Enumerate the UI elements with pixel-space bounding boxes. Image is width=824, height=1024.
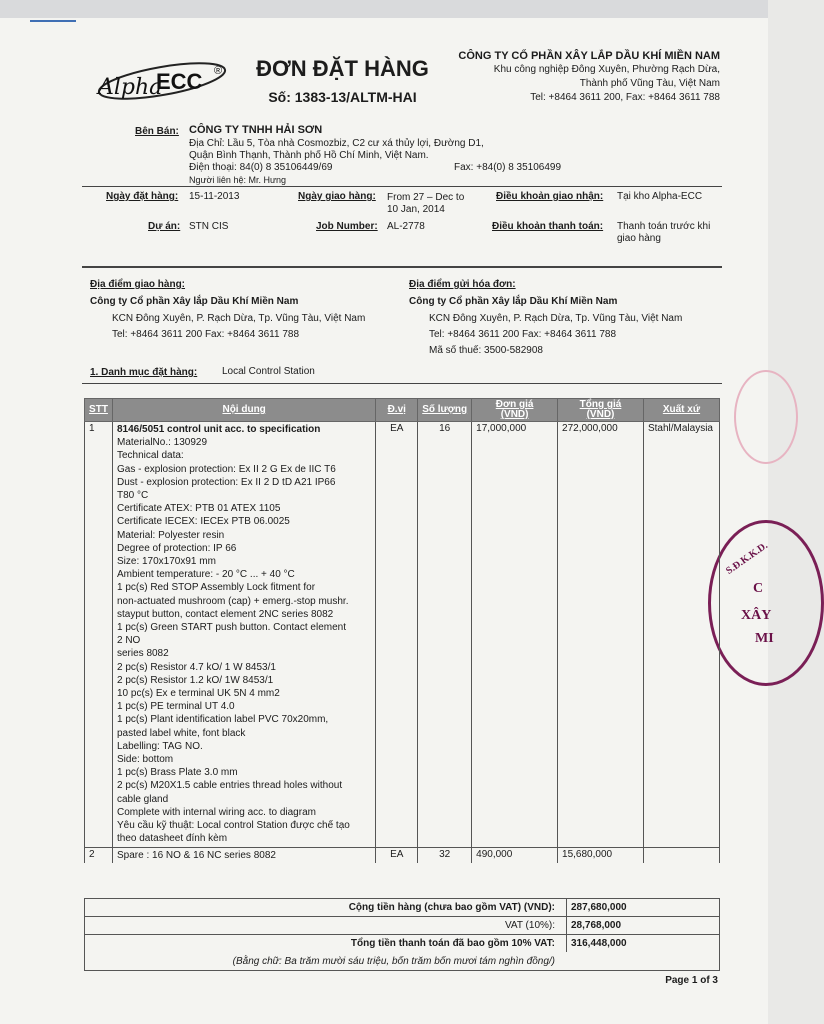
content-line: 1 pc(s) PE terminal UT 4.0 [116, 701, 235, 713]
content-line: theo datasheet đính kèm [116, 833, 228, 845]
content-line: 1 pc(s) Green START push button. Contact element [116, 622, 346, 634]
pen-mark [30, 20, 76, 22]
delivery-terms: Tại kho Alpha-ECC [617, 191, 703, 202]
table-border [566, 898, 567, 952]
cell-content [112, 422, 375, 848]
content-line: 1 pc(s) Red STOP Assembly Lock fitment for [116, 582, 316, 594]
col-header-stt: STT [85, 399, 113, 422]
content-line: MaterialNo.: 130929 [116, 437, 208, 449]
content-line: non-actuated mushroom (cap) + emerg.-stop mushr. [116, 595, 349, 607]
table-row [85, 847, 720, 863]
order-date: 15-11-2013 [189, 191, 240, 202]
content-line: Labelling: TAG NO. [116, 740, 203, 752]
content-line: 10 pc(s) Ex e terminal UK 5N 4 mm2 [116, 688, 280, 700]
payment-terms: Thanh toán trước khi [617, 221, 711, 232]
cell-unit: EA [376, 847, 418, 863]
grand-total-label: Tổng tiền thanh toán đã bao gồm 10% VAT: [350, 938, 555, 949]
invoice-phone: Tel: +8464 3611 200 Fax: +8464 3611 788 [429, 329, 617, 340]
cell-unit: EA [376, 422, 418, 848]
divider [82, 186, 722, 187]
order-items-table [84, 398, 720, 863]
divider [84, 934, 720, 935]
svg-text:®: ® [214, 65, 223, 77]
order-date-label: Ngày đặt hàng: [106, 191, 179, 202]
section-label: 1. Danh mục đặt hàng: [90, 367, 198, 378]
subtotal-value: 287,680,000 [571, 902, 627, 913]
seller-label: Bên Bán: [135, 126, 179, 137]
delivery-address: KCN Đông Xuyên, P. Rạch Dừa, Tp. Vũng Tàu, Việt Nam [112, 313, 366, 324]
scan-edge [0, 0, 768, 18]
company-phone: Tel: +8464 3611 200, Fax: +8464 3611 788 [530, 92, 720, 103]
job-number-label: Job Number: [316, 221, 378, 232]
cell-price: 17,000,000 [472, 422, 558, 848]
seal-text: C [753, 581, 764, 596]
project: STN CIS [189, 221, 229, 232]
content-line: Ambient temperature: - 20 °C ... + 40 °C [116, 569, 295, 581]
content-line: Degree of protection: IP 66 [116, 542, 237, 554]
red-stamp-edge [734, 370, 798, 464]
invoice-company: Công ty Cổ phần Xây lắp Dầu Khí Miền Nam [409, 296, 618, 307]
cell-qty: 16 [418, 422, 472, 848]
content-line: 2 pc(s) Resistor 4.7 kO/ 1 W 8453/1 [116, 661, 276, 673]
content-line: Material: Polyester resin [116, 529, 225, 541]
company-name: CÔNG TY CỔ PHẦN XÂY LẮP DẦU KHÍ MIỀN NAM [458, 50, 720, 62]
content-line: series 8082 [116, 648, 169, 660]
cell-stt: 1 [85, 422, 113, 848]
invoice-address: KCN Đông Xuyên, P. Rạch Dừa, Tp. Vũng Tàu, Việt Nam [429, 313, 683, 324]
cell-origin: Stahl/Malaysia [643, 422, 719, 848]
col-header-content: Nội dung [112, 399, 375, 422]
cell-stt: 2 [85, 847, 113, 863]
table-border [719, 898, 720, 971]
content-line: T80 °C [116, 490, 149, 502]
content-line: 1 pc(s) Brass Plate 3.0 mm [116, 767, 238, 779]
content-line: 2 NO [116, 635, 141, 647]
content-line: Technical data: [116, 450, 184, 462]
content-line: Dust - explosion protection: Ex II 2 D tD A21 IP66 [116, 476, 336, 488]
content-line: Size: 170x170x91 mm [116, 556, 216, 568]
seller-fax: Fax: +84(0) 8 35106499 [454, 162, 562, 173]
project-label: Dự án: [148, 221, 181, 232]
seller-phone: Điện thoại: 84(0) 8 35106449/69 [189, 162, 333, 173]
content-line: Spare : 16 NO & 16 NC series 8082 [116, 849, 276, 861]
cell-total: 272,000,000 [558, 422, 644, 848]
invoice-tax-code: Mã số thuế: 3500-582908 [429, 345, 543, 356]
seller-name: CÔNG TY TNHH HẢI SƠN [189, 124, 323, 136]
vat-label: VAT (10%): [504, 920, 555, 931]
payment-terms-label: Điều khoản thanh toán: [492, 221, 604, 232]
job-number: AL-2778 [387, 221, 425, 232]
cell-price: 490,000 [472, 847, 558, 863]
table-header-row [85, 399, 720, 422]
divider [84, 916, 720, 917]
content-line: Complete with internal wiring acc. to diagram [116, 806, 316, 818]
table-row [85, 422, 720, 848]
cell-total: 15,680,000 [558, 847, 644, 863]
col-header-origin: Xuất xứ [643, 399, 719, 422]
company-seal [708, 520, 824, 686]
seal-text: MI [755, 631, 774, 646]
document-title: ĐƠN ĐẶT HÀNG [256, 56, 429, 81]
delivery-phone: Tel: +8464 3611 200 Fax: +8464 3611 788 [112, 329, 300, 340]
payment-terms: giao hàng [617, 233, 661, 244]
delivery-company: Công ty Cổ phần Xây lắp Dầu Khí Miền Nam [90, 296, 299, 307]
order-number: Số: 1383-13/ALTM-HAI [268, 89, 417, 105]
table-border [84, 898, 85, 971]
seller-address: Địa Chỉ: Lầu 5, Tòa nhà Cosmozbiz, C2 cư xá thủy lợi, Đường D1, [189, 138, 484, 149]
delivery-date: 10 Jan, 2014 [387, 204, 445, 215]
seller-address: Quận Bình Thạnh, Thành phố Hồ Chí Minh, Việt Nam. [189, 150, 429, 161]
content-line: 8146/5051 control unit acc. to specification [116, 424, 321, 435]
content-line: pasted label white, font black [116, 727, 246, 739]
content-line: Certificate IECEX: IECEx PTB 06.0025 [116, 516, 290, 528]
subtotal-label: Cộng tiền hàng (chưa bao gồm VAT) (VND): [348, 902, 555, 913]
col-header-total-line: Tổng giá [579, 399, 622, 410]
divider [84, 898, 720, 899]
company-address: Khu công nghiệp Đông Xuyên, Phường Rạch Dừa, [493, 64, 720, 75]
col-header-total [558, 399, 644, 422]
svg-text:ECC: ECC [156, 69, 203, 94]
company-address: Thành phố Vũng Tàu, Việt Nam [579, 78, 720, 89]
divider [82, 383, 722, 384]
content-line: 1 pc(s) Plant identification label PVC 70x20mm, [116, 714, 329, 726]
content-line: Gas - explosion protection: Ex II 2 G Ex de IIC T6 [116, 463, 336, 475]
col-header-unit: Đ.vị [376, 399, 418, 422]
content-line: Certificate ATEX: PTB 01 ATEX 1105 [116, 503, 281, 515]
content-line: cable gland [116, 793, 169, 805]
seller-contact: Người liên hệ: Mr. Hưng [189, 175, 286, 185]
delivery-terms-label: Điều khoản giao nhận: [496, 191, 604, 202]
section-value: Local Control Station [222, 366, 315, 377]
cell-qty: 32 [418, 847, 472, 863]
svg-text:Alpha: Alpha [98, 75, 163, 100]
company-info [458, 49, 720, 105]
content-line: 2 pc(s) M20X1.5 cable entries thread holes without [116, 780, 343, 792]
cell-content [112, 847, 375, 863]
content-line: stayput button, contact element 2NC series 8082 [116, 608, 334, 620]
delivery-date-label: Ngày giao hàng: [298, 191, 376, 202]
col-header-total-line: (VND) [586, 409, 615, 420]
content-line: 2 pc(s) Resistor 1.2 kO/ 1W 8453/1 [116, 674, 274, 686]
col-header-price-line: (VND) [500, 409, 529, 420]
content-line: Side: bottom [116, 754, 174, 766]
col-header-price-line: Đơn giá [495, 399, 534, 410]
delivery-date: From 27 – Dec to [387, 192, 465, 203]
invoice-address-label: Địa điểm gửi hóa đơn: [409, 279, 516, 290]
amount-in-words: (Bằng chữ: Ba trăm mười sáu triệu, bốn trăm bốn mươi tám nghìn đồng/) [232, 956, 555, 967]
cell-origin [643, 847, 719, 863]
col-header-qty: Số lượng [418, 399, 472, 422]
divider [84, 970, 720, 971]
grand-total-value: 316,448,000 [571, 938, 627, 949]
seal-text: XÂY [741, 608, 772, 623]
delivery-address-label: Địa điểm giao hàng: [90, 279, 186, 290]
page-number: Page 1 of 3 [665, 975, 718, 986]
seal-text: S.Đ.K.K.D. [724, 540, 770, 577]
alpha-ecc-logo [96, 56, 236, 102]
divider [82, 266, 722, 268]
vat-value: 28,768,000 [571, 920, 622, 931]
content-line: Yêu cầu kỹ thuật: Local control Station được chế tạo [116, 820, 350, 832]
col-header-price [472, 399, 558, 422]
